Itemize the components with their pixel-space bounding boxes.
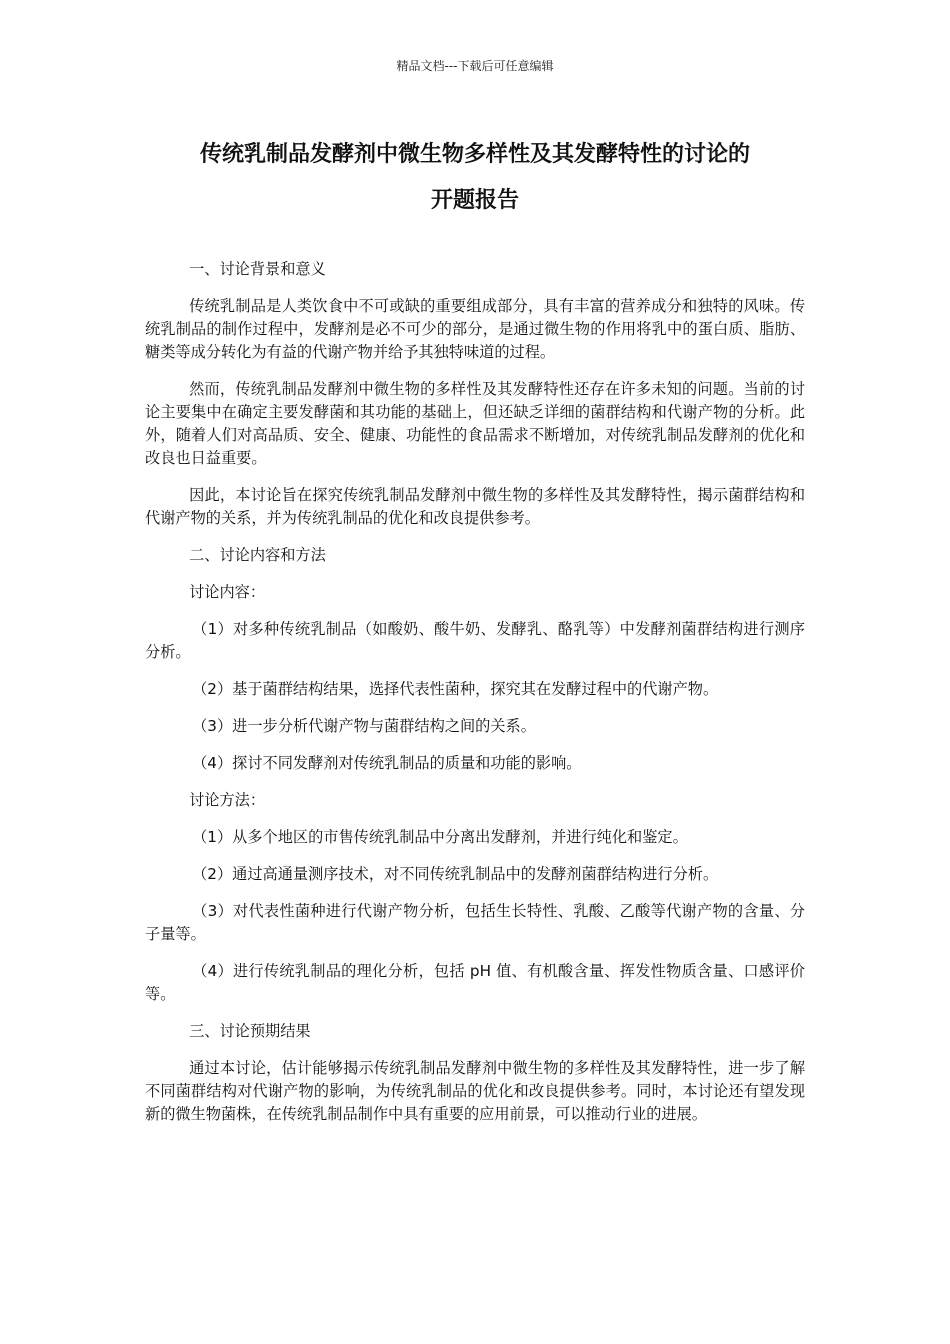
document-body [145,258,805,1140]
method-item-2: （2）通过高通量测序技术，对不同传统乳制品中的发酵剂菌群结构进行分析。 [192,865,719,883]
subheading-method: 讨论方法： [189,791,266,809]
content-item-1: （1）对多种传统乳制品（如酸奶、酸牛奶、发酵乳、酪乳等）中发酵剂菌群结构进行测序分析。 [145,620,805,661]
section-heading-expected-results: 三、讨论预期结果 [189,1022,311,1040]
method-item-4: （4）进行传统乳制品的理化分析，包括 pH 值、有机酸含量、挥发性物质含量、口感评价等。 [145,962,805,1003]
title-line-1: 传统乳制品发酵剂中微生物多样性及其发酵特性的讨论的 [199,142,750,167]
paragraph-expected-results: 通过本讨论，估计能够揭示传统乳制品发酵剂中微生物的多样性及其发酵特性，进一步了解不同菌群结构对代谢产物的影响，为传统乳制品的优化和改良提供参考。同时，本讨论还有望发现新的微生物菌株，在传统乳制品制作中具有重要的应用前景，可以推动行业的进展。 [145,1059,805,1123]
title-line-2: 开题报告 [430,188,519,213]
method-item-3: （3）对代表性菌种进行代谢产物分析，包括生长特性、乳酸、乙酸等代谢产物的含量、分子量等。 [145,902,805,943]
method-item-1: （1）从多个地区的市售传统乳制品中分离出发酵剂，并进行纯化和鉴定。 [192,828,688,846]
document-title [120,132,830,224]
subheading-content: 讨论内容： [189,583,266,601]
section-heading-content-method: 二、讨论内容和方法 [189,546,326,564]
page-header: 精品文档---下载后可任意编辑 [396,59,554,73]
content-item-3: （3）进一步分析代谢产物与菌群结构之间的关系。 [192,717,536,735]
paragraph-background-2: 然而，传统乳制品发酵剂中微生物的多样性及其发酵特性还存在许多未知的问题。当前的讨论主要集中在确定主要发酵菌和其功能的基础上，但还缺乏详细的菌群结构和代谢产物的分析。此外，随着人们对高品质、安全、健康、功能性的食品需求不断增加，对传统乳制品发酵剂的优化和改良也日益重要。 [145,380,805,467]
paragraph-background-1: 传统乳制品是人类饮食中不可或缺的重要组成部分，具有丰富的营养成分和独特的风味。传统乳制品的制作过程中，发酵剂是必不可少的部分，是通过微生物的作用将乳中的蛋白质、脂肪、糖类等成分转化为有益的代谢产物并给予其独特味道的过程。 [145,297,805,361]
content-item-2: （2）基于菌群结构结果，选择代表性菌种，探究其在发酵过程中的代谢产物。 [192,680,719,698]
section-heading-background: 一、讨论背景和意义 [189,260,326,278]
paragraph-background-3: 因此，本讨论旨在探究传统乳制品发酵剂中微生物的多样性及其发酵特性，揭示菌群结构和代谢产物的关系，并为传统乳制品的优化和改良提供参考。 [145,486,805,527]
content-item-4: （4）探讨不同发酵剂对传统乳制品的质量和功能的影响。 [192,754,582,772]
